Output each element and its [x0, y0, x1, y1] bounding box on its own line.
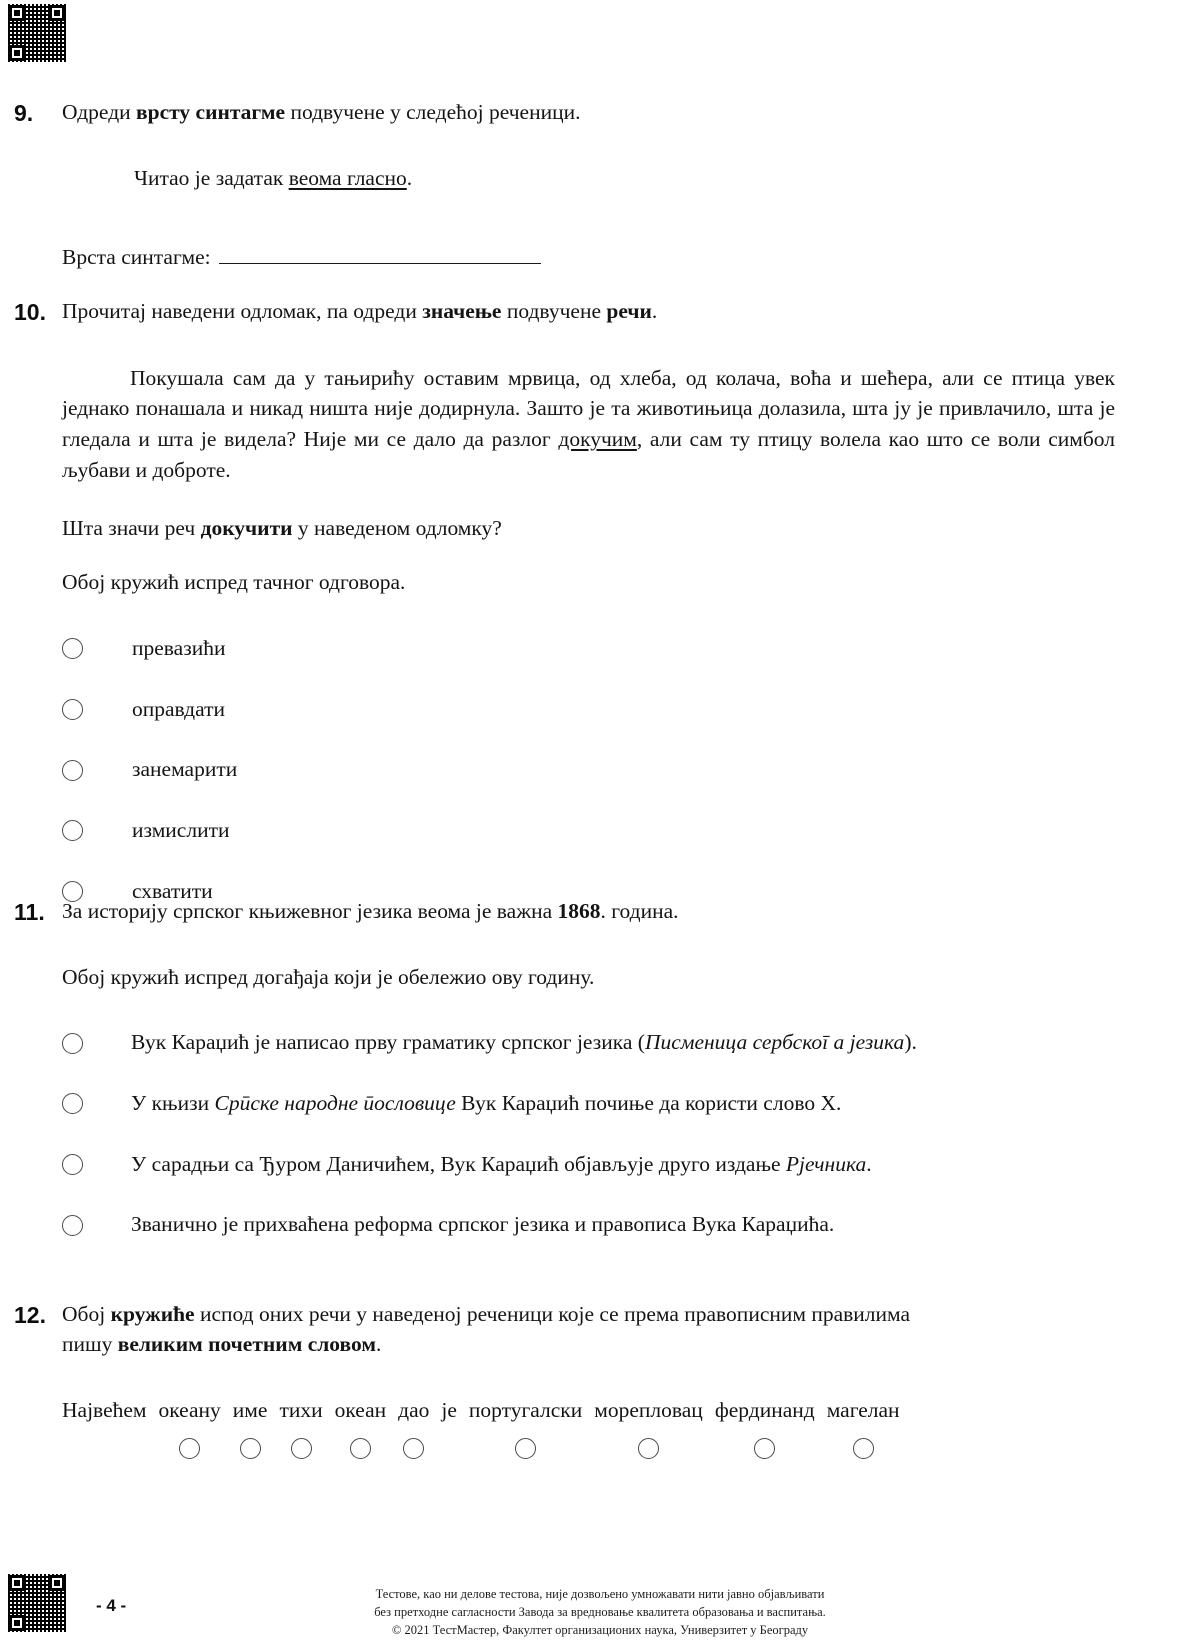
word-column — [594, 1397, 703, 1471]
q11-stem-before: За историју српског књижевног језика веома је важна — [62, 899, 558, 923]
option-text-plain1: Вук Караџић је написао прву граматику српског језика ( — [131, 1030, 645, 1055]
question-11-number: 11. — [14, 899, 45, 925]
q10-stem-bold: значење — [422, 299, 502, 323]
option-label: занемарити — [132, 757, 238, 782]
bubble-slot[interactable] — [291, 1425, 312, 1471]
option-label: схватити — [132, 878, 213, 903]
sentence-word: је — [441, 1398, 457, 1423]
q12-stem-bold: кружиће — [110, 1302, 195, 1326]
option-label — [131, 1210, 834, 1240]
option-text-italic: Рјечника — [785, 1151, 867, 1176]
option-text-plain1: У сарадњи са Ђуром Даничићем, Вук Караџић објављује друго издање — [131, 1151, 786, 1176]
qr-code-top-left — [8, 4, 66, 62]
question-10-passage — [62, 363, 1115, 486]
sentence-word: океану — [158, 1398, 221, 1423]
question-9-answer-row — [62, 243, 1110, 273]
option-bubble[interactable] — [62, 699, 83, 720]
option-label: измислити — [132, 817, 230, 842]
option-text-plain1: Званично је прихваћена реформа српског језика и правописа Вука Караџића. — [131, 1212, 835, 1237]
question-10-question-line — [62, 514, 1115, 544]
question-12 — [0, 1300, 1120, 1471]
question-11-instruction: Обој кружић испред догађаја који је обележио ову годину. — [62, 964, 595, 989]
word-bubble[interactable] — [638, 1438, 659, 1459]
option-bubble[interactable] — [62, 1154, 83, 1175]
word-column — [62, 1397, 147, 1471]
q12-stem-after: . — [375, 1331, 382, 1356]
q10-stem-bold2: речи — [606, 299, 652, 323]
question-9-number: 9. — [14, 100, 34, 126]
option-bubble[interactable] — [62, 1215, 83, 1236]
bubble-slot[interactable] — [754, 1425, 775, 1471]
q10-ql-before: Шта значи реч — [62, 515, 201, 540]
question-9-answer-blank[interactable] — [219, 245, 541, 264]
option-row[interactable] — [62, 1210, 1115, 1240]
q10-ql-after: у наведеном одломку? — [292, 515, 502, 540]
question-12-stem — [62, 1300, 942, 1359]
question-9-stem — [62, 98, 1110, 128]
sentence-word: португалски — [468, 1398, 583, 1423]
option-bubble[interactable] — [62, 820, 83, 841]
word-bubble[interactable] — [515, 1438, 536, 1459]
bubble-slot[interactable] — [853, 1425, 874, 1471]
q12-stem-before: Обој — [62, 1302, 111, 1326]
option-row[interactable] — [62, 1028, 1115, 1058]
q12-stem-middle: испод оних речи у наведеној реченици које се према правописним правилима пишу — [62, 1302, 911, 1356]
option-label — [131, 1150, 872, 1180]
option-bubble[interactable] — [62, 1033, 83, 1054]
question-9 — [0, 98, 1110, 273]
bubble-slot[interactable] — [403, 1425, 424, 1471]
option-text-plain2: . — [866, 1151, 872, 1176]
q10-stem-after: . — [651, 299, 658, 323]
word-column — [279, 1397, 322, 1471]
option-label — [131, 1089, 841, 1119]
bubble-slot[interactable] — [638, 1425, 659, 1471]
question-10-options — [62, 634, 1115, 906]
option-text-plain2: Вук Караџић почиње да користи слово Х. — [455, 1090, 842, 1115]
word-bubble[interactable] — [240, 1438, 261, 1459]
word-column — [398, 1397, 429, 1471]
option-bubble[interactable] — [62, 1093, 83, 1114]
word-bubble[interactable] — [179, 1438, 200, 1459]
word-bubble[interactable] — [403, 1438, 424, 1459]
word-column — [715, 1397, 815, 1471]
q10-stem-before: Прочитај наведени одломак, па одреди — [62, 299, 423, 323]
bubble-slot[interactable] — [179, 1425, 200, 1471]
q10-passage-part1: Покушала сам да у тањирићу оставим мрвица, од хлеба, од колача, воћа и шећера, али се птица увек једнако понашала и никад ништа није додирнула. Зашто је та животињица долазила, шта ју је привлачило, шта је гледала и шта је видела? Није ми се дало да разлог — [62, 365, 1115, 452]
sentence-word: Највећем — [62, 1398, 147, 1423]
sentence-word: име — [232, 1398, 268, 1423]
sentence-word: океан — [334, 1398, 387, 1423]
question-9-answer-label: Врста синтагме: — [62, 245, 211, 270]
question-10 — [0, 297, 1115, 906]
q9-example-underlined: веома гласно — [288, 165, 407, 190]
q10-stem-middle: подвучене — [501, 299, 607, 323]
option-text-plain2: ). — [904, 1030, 917, 1055]
question-10-number: 10. — [14, 299, 46, 325]
word-column — [159, 1397, 221, 1471]
q11-stem-bold: 1868 — [557, 899, 601, 923]
word-column — [335, 1397, 387, 1471]
option-text-italic: Писменица сербскоī а језика — [644, 1030, 905, 1055]
bubble-slot[interactable] — [240, 1425, 261, 1471]
option-row[interactable] — [62, 634, 1115, 664]
q10-passage-underlined: докучим — [558, 427, 637, 452]
option-row[interactable] — [62, 816, 1115, 846]
option-label: превазићи — [132, 635, 226, 660]
bubble-slot[interactable] — [515, 1425, 536, 1471]
sentence-word: фердинанд — [714, 1398, 815, 1423]
page-number: - 4 - — [96, 1596, 127, 1615]
page-footer — [0, 1586, 1200, 1639]
option-bubble[interactable] — [62, 638, 83, 659]
q11-stem-after: . година. — [600, 899, 679, 923]
option-row[interactable] — [62, 1089, 1115, 1119]
option-row[interactable] — [62, 695, 1115, 725]
q9-stem-bold: врсту синтагме — [136, 100, 286, 124]
q9-example-after: . — [406, 165, 413, 190]
footer-line-2: без претходне сагласности Завода за вредновање квалитета образовања и васпитања. — [374, 1604, 826, 1619]
q9-stem-after: подвучене у следећој реченици. — [285, 100, 581, 124]
question-10-instruction: Обој кружић испред тачног одговора. — [62, 570, 406, 595]
word-column — [441, 1397, 457, 1471]
word-bubble[interactable] — [350, 1438, 371, 1459]
footer-line-1: Тестове, као ни делове тестова, није дозвољено умножавати нити јавно објављивати — [375, 1587, 825, 1601]
word-column — [233, 1397, 268, 1471]
q9-stem-before: Одреди — [62, 100, 137, 124]
question-11 — [0, 897, 1115, 1240]
sentence-word: магелан — [826, 1398, 900, 1423]
option-text-italic: Срūске народне ūословице — [214, 1090, 456, 1115]
word-bubble[interactable] — [291, 1438, 312, 1459]
question-12-sentence — [62, 1397, 1120, 1471]
word-column — [469, 1397, 582, 1471]
question-9-example — [62, 164, 1110, 194]
footer-line-3: © 2021 ТестМастер, Факултет организационих наука, Универзитет у Београду — [391, 1622, 809, 1637]
word-bubble[interactable] — [754, 1438, 775, 1459]
question-11-stem — [62, 897, 1115, 927]
q9-example-before: Читао је задатак — [134, 165, 289, 190]
q12-stem-bold2: великим почетним словом — [117, 1331, 376, 1356]
sentence-word: дао — [398, 1398, 430, 1423]
question-12-number: 12. — [14, 1302, 46, 1328]
option-row[interactable] — [62, 1150, 1115, 1180]
question-10-stem — [62, 297, 1115, 327]
word-bubble[interactable] — [853, 1438, 874, 1459]
bubble-slot[interactable] — [350, 1425, 371, 1471]
option-label — [131, 1028, 917, 1058]
sentence-word: морепловац — [594, 1398, 703, 1423]
q10-passage-part2: , али сам ту птицу волела као што се воли симбол љубави и доброте. — [62, 427, 1115, 482]
option-label: оправдати — [132, 696, 225, 721]
option-bubble[interactable] — [62, 760, 83, 781]
q10-ql-bold: докучити — [200, 515, 293, 540]
question-11-options — [62, 1028, 1115, 1240]
sentence-word: тихи — [279, 1398, 323, 1423]
option-text-plain1: У књизи — [131, 1090, 215, 1115]
option-row[interactable] — [62, 755, 1115, 785]
word-column — [827, 1397, 900, 1471]
